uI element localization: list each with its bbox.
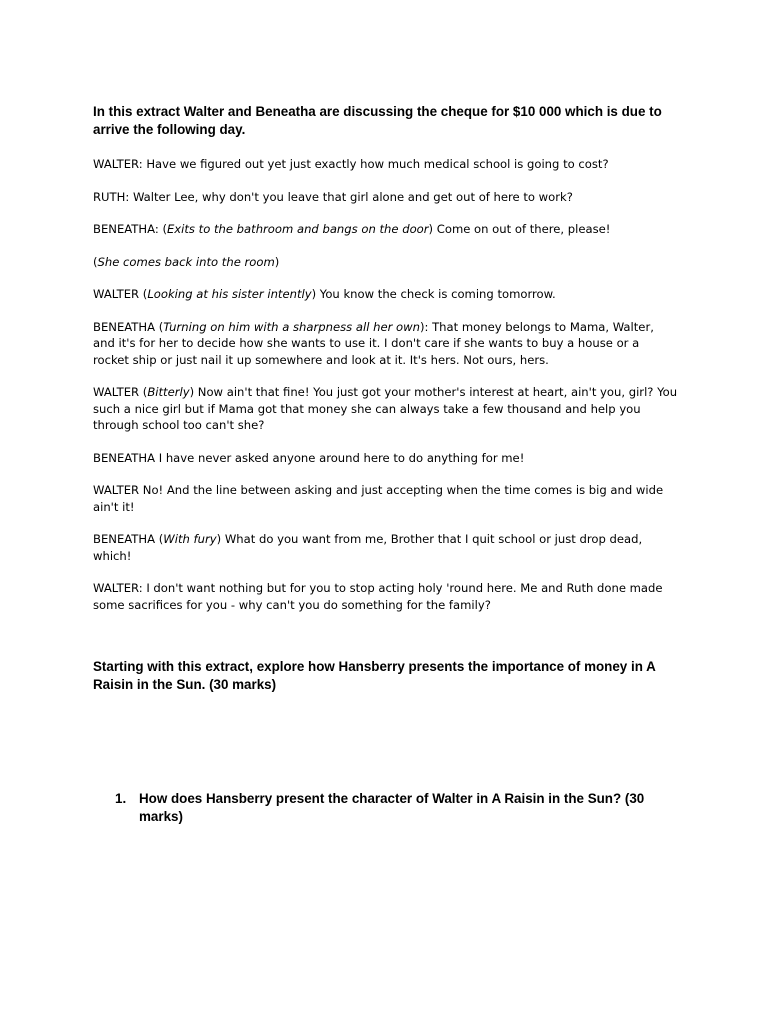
dialogue-text: No! And the line between asking and just accepting when the time comes is big and wide ain't it!	[93, 483, 664, 514]
dialogue-text: What do you want from me, Brother that I quit school or just drop dead, which!	[93, 532, 643, 563]
dialogue-text: Have we figured out yet just exactly how much medical school is going to cost?	[146, 157, 609, 171]
dialogue-text: You know the check is coming tomorrow.	[319, 287, 556, 301]
stage-direction: Turning on him with a sharpness all her own	[163, 319, 420, 334]
question-number: 1.	[115, 791, 127, 806]
stage-direction: She comes back into the room	[97, 254, 275, 269]
extract-line	[93, 450, 678, 467]
extract-line: BENEATHA: (Exits to the bathroom and bangs on the door) Come on out of there, please!	[93, 222, 611, 236]
speaker-name: RUTH:	[93, 189, 130, 204]
speaker-name: WALTER	[93, 287, 140, 301]
extract-line: WALTER (Bitterly) Now ain't that fine! You just got your mother's interest at heart, ain't you, girl? You such a nice girl but if Mama got that money she can always take a few thousand and help you through school too can't she?	[93, 385, 678, 432]
dialogue-text: Now ain't that fine! You just got your mother's interest at heart, ain't you, girl? You such a nice girl but if Mama got that money she can always take a few thousand and help you through school too can't she?	[93, 385, 678, 432]
speaker-name: BENEATHA	[93, 450, 156, 465]
speaker-name: WALTER:	[93, 581, 143, 595]
speaker-name: WALTER	[93, 483, 140, 497]
speaker-name: BENEATHA	[93, 532, 156, 546]
extract-line: BENEATHA (With fury) What do you want from me, Brother that I quit school or just drop dead, which!	[93, 532, 643, 563]
extract-line: BENEATHA (Turning on him with a sharpness all her own): That money belongs to Mama, Walter, and it's for her to decide how she wants to use it. I don't care if she wants to buy a house or a rocket ship or just nail it up somewhere and look at it. It's hers. Not ours, hers.	[93, 319, 654, 367]
question-text: How does Hansberry present the character of Walter in A Raisin in the Sun? (30 marks)	[139, 791, 645, 824]
intro-heading: In this extract Walter and Beneatha are discussing the cheque for $10 000 which is due to arrive the following day.	[93, 104, 662, 137]
document-page	[93, 103, 678, 824]
play-extract	[93, 156, 678, 613]
extract-line: WALTER (Looking at his sister intently) You know the check is coming tomorrow.	[93, 287, 556, 301]
dialogue-text: Come on out of there, please!	[436, 222, 611, 236]
dialogue-text: : That money belongs to Mama, Walter, and it's for her to decide how she wants to use it. I don't care if she wants to buy a house or a rocket ship or just nail it up somewhere and look at it. It's hers. Not ours, hers.	[93, 319, 654, 367]
dialogue-text: I have never asked anyone around here to do anything for me!	[158, 450, 525, 465]
stage-direction: Looking at his sister intently	[147, 287, 312, 301]
stage-direction: Exits to the bathroom and bangs on the door	[166, 222, 429, 236]
speaker-name: WALTER	[93, 385, 140, 399]
stage-direction: With fury	[163, 532, 217, 546]
essay-question	[115, 790, 675, 826]
speaker-name: BENEATHA	[93, 319, 156, 334]
extract-line	[93, 189, 678, 206]
extract-line	[93, 482, 678, 515]
extract-line	[93, 156, 678, 173]
speaker-name: WALTER:	[93, 157, 143, 171]
stage-direction: Bitterly	[147, 385, 190, 399]
extract-line: (She comes back into the room)	[93, 254, 280, 269]
dialogue-text: I don't want nothing but for you to stop acting holy 'round here. Me and Ruth done made some sacrifices for you - why can't you do something for the family?	[93, 581, 663, 612]
essay-task-heading: Starting with this extract, explore how Hansberry presents the importance of money in A Raisin in the Sun. (30 marks)	[93, 659, 656, 692]
dialogue-text: Walter Lee, why don't you leave that girl alone and get out of here to work?	[132, 189, 573, 204]
extract-line	[93, 580, 678, 613]
speaker-name: BENEATHA:	[93, 222, 159, 236]
